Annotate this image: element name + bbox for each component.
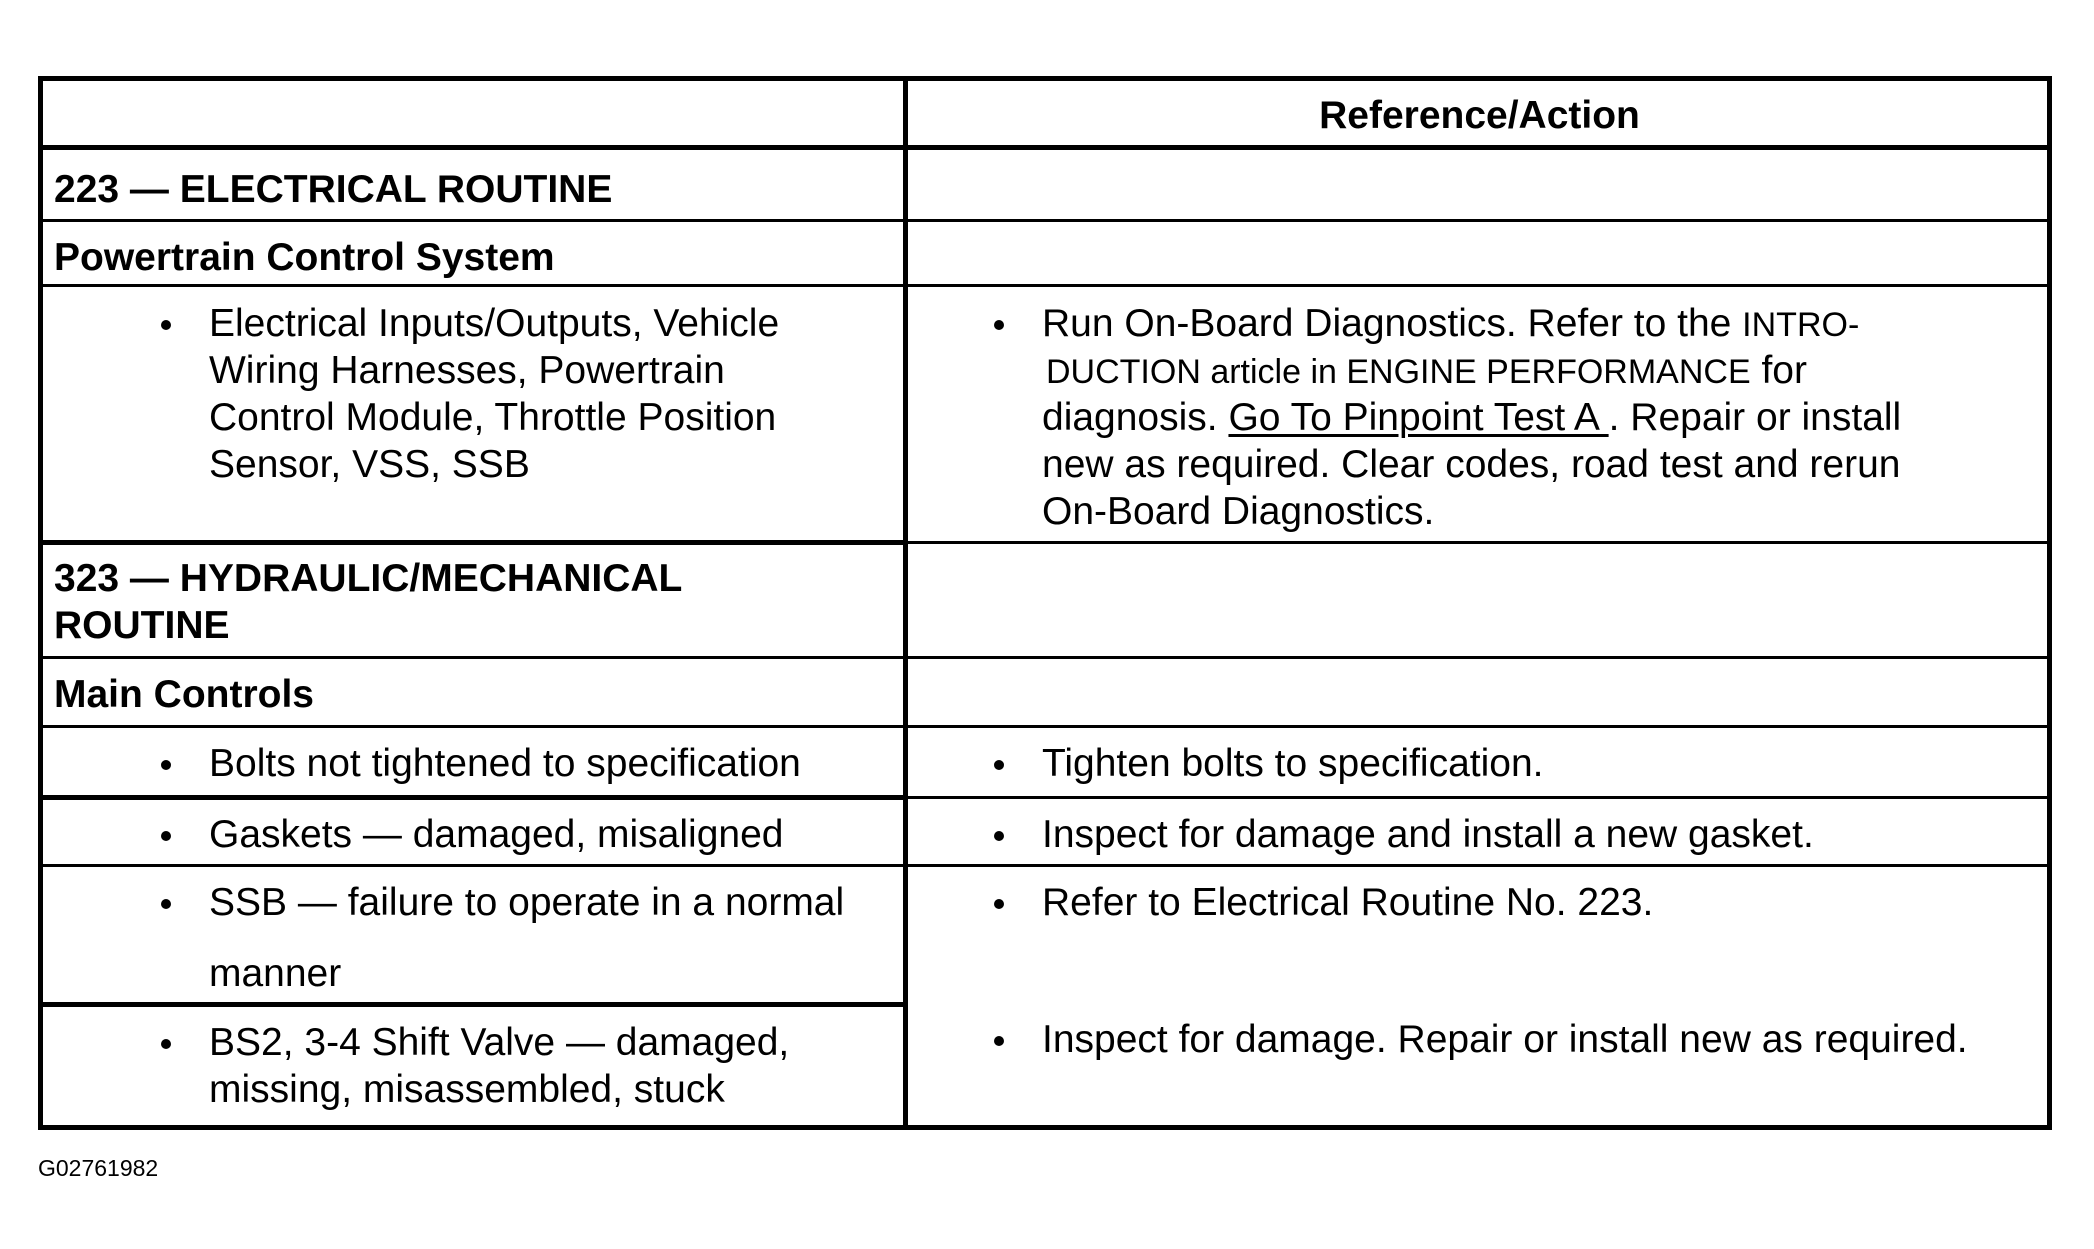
- condition-text: BS2, 3-4 Shift Valve — damaged,: [209, 1021, 790, 1064]
- intro-article-reference[interactable]: INTRO-: [1742, 306, 1860, 344]
- bullet-icon: [161, 1039, 171, 1049]
- bullet-icon: [994, 899, 1004, 909]
- row-rule-hydraulic-heading: [38, 656, 2052, 659]
- condition-line: Control Module, Throttle Position: [209, 396, 777, 439]
- condition-text: manner: [209, 952, 342, 995]
- action-line: [1042, 394, 1901, 441]
- row-rule-bolts: [38, 795, 905, 800]
- row-rule-ssb: [38, 1002, 905, 1007]
- bullet-icon: [161, 760, 171, 770]
- hydraulic-routine-heading: ROUTINE: [54, 604, 230, 647]
- action-text: . Repair or install: [1608, 396, 1902, 439]
- action-text: for: [1750, 349, 1807, 392]
- bullet-icon: [994, 760, 1004, 770]
- main-controls-subheading: Main Controls: [54, 673, 314, 716]
- figure-id: G02761982: [38, 1155, 159, 1181]
- engine-performance-reference[interactable]: DUCTION article in ENGINE PERFORMANCE: [1046, 353, 1751, 391]
- powertrain-subheading: Powertrain Control System: [54, 236, 555, 279]
- bullet-icon: [161, 320, 171, 330]
- action-text: Inspect for damage. Repair or install new as required.: [1042, 1018, 1968, 1061]
- row-rule-gaskets: [38, 864, 2052, 867]
- electrical-routine-heading: 223 — ELECTRICAL ROUTINE: [54, 168, 613, 211]
- hydraulic-routine-heading: 323 — HYDRAULIC/MECHANICAL: [54, 557, 683, 600]
- action-line: On-Board Diagnostics.: [1042, 490, 1435, 533]
- condition-line: Electrical Inputs/Outputs, Vehicle: [209, 302, 780, 345]
- bullet-icon: [161, 831, 171, 841]
- action-text: Run On-Board Diagnostics. Refer to the: [1042, 302, 1743, 345]
- condition-line: Wiring Harnesses, Powertrain: [209, 349, 725, 392]
- action-text: Refer to Electrical Routine No. 223.: [1042, 881, 1654, 924]
- action-line: [1042, 300, 1859, 349]
- action-line: new as required. Clear codes, road test and rerun: [1042, 443, 1901, 486]
- row-rule-electrical-item: [38, 540, 905, 545]
- row-rule-electrical-heading: [38, 219, 2052, 222]
- row-rule-electrical-item-right: [905, 541, 2052, 544]
- action-text: Inspect for damage and install a new gasket.: [1042, 813, 1814, 856]
- row-rule-bolts-right: [905, 796, 2052, 799]
- bullet-icon: [994, 831, 1004, 841]
- column-divider: [903, 76, 908, 1130]
- action-line: [1046, 347, 1807, 396]
- row-rule-main-controls: [38, 725, 2052, 728]
- condition-line: Sensor, VSS, SSB: [209, 443, 530, 486]
- column-header-reference-action: Reference/Action: [1319, 94, 1640, 137]
- bullet-icon: [994, 320, 1004, 330]
- bullet-icon: [161, 899, 171, 909]
- condition-text: Gaskets — damaged, misaligned: [209, 813, 784, 856]
- action-text: diagnosis.: [1042, 396, 1229, 439]
- condition-text: Bolts not tightened to specification: [209, 742, 801, 785]
- bullet-icon: [994, 1036, 1004, 1046]
- action-text: Tighten bolts to specification.: [1042, 742, 1544, 785]
- condition-text: missing, misassembled, stuck: [209, 1068, 725, 1111]
- pinpoint-test-a-link[interactable]: Go To Pinpoint Test A: [1228, 396, 1609, 439]
- row-rule-powertrain: [38, 284, 2052, 287]
- condition-text: SSB — failure to operate in a normal: [209, 881, 845, 924]
- header-rule: [38, 145, 2052, 150]
